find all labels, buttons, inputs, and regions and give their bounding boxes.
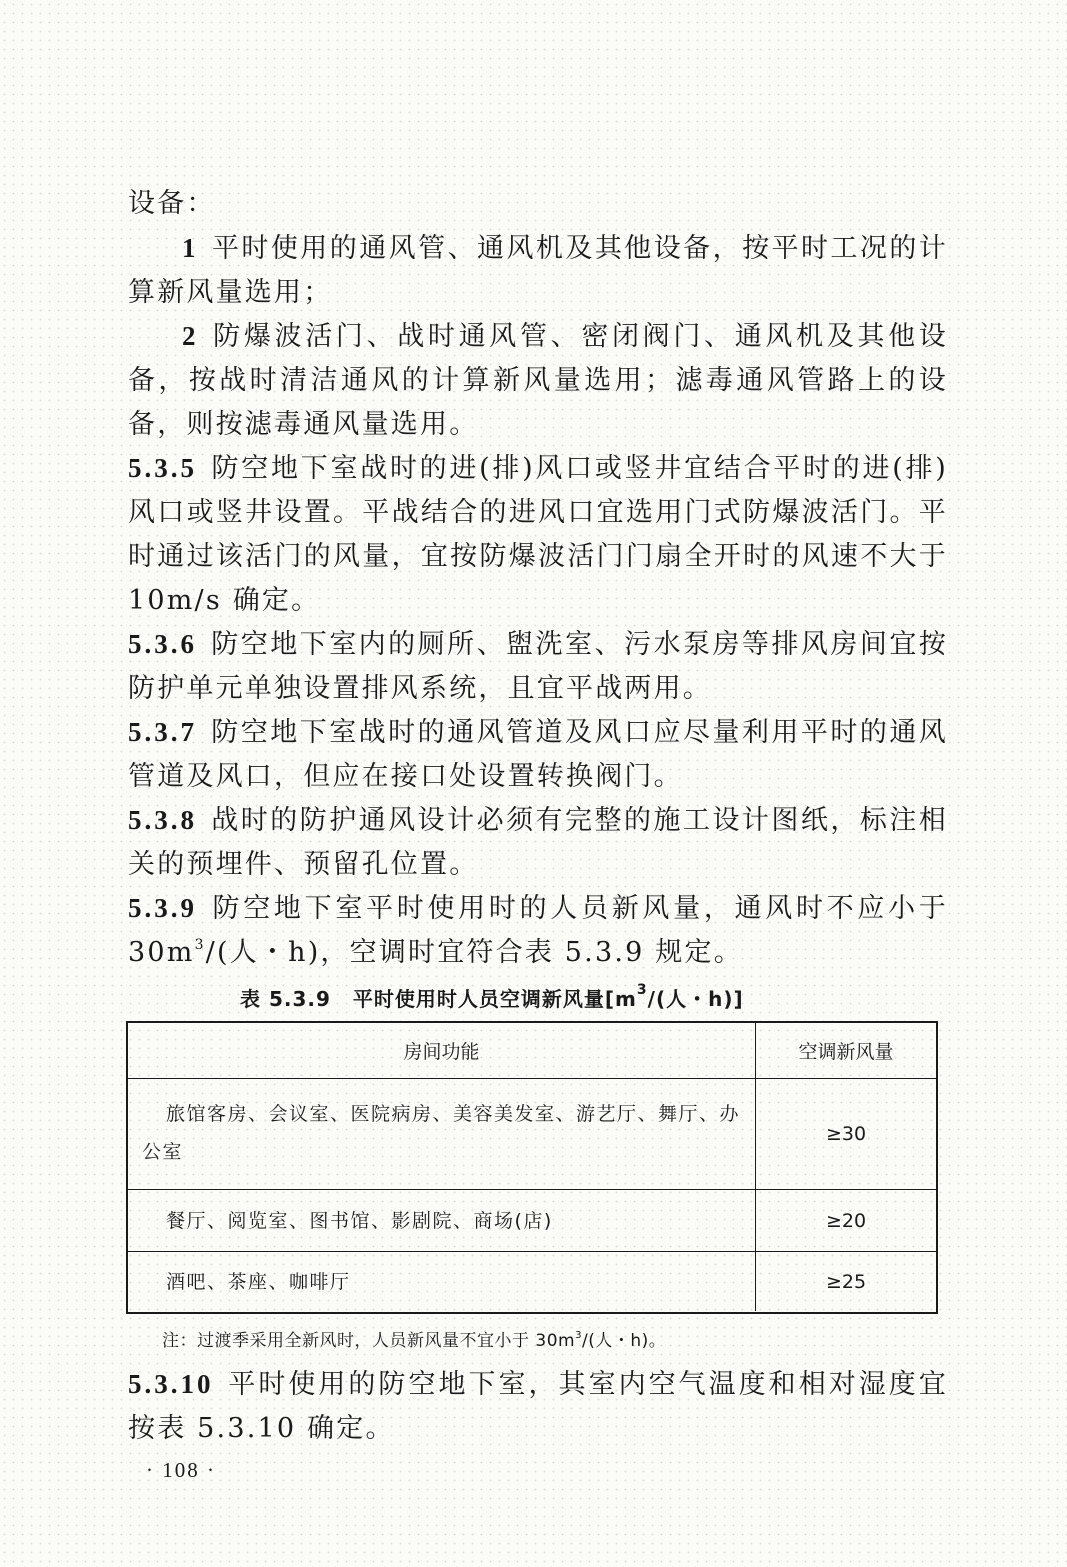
list-item-2: [128, 314, 948, 447]
clause-number: 5.3.6: [128, 629, 197, 659]
fresh-air-table: [126, 1021, 938, 1314]
item-number: 2: [182, 321, 198, 351]
list-item-1: [128, 226, 948, 315]
clause-5-3-8: [128, 798, 948, 887]
clause-text: 战时的防护通风设计必须有完整的施工设计图纸，标注相关的预埋件、预留孔位置。: [128, 805, 948, 880]
table-title: 平时使用时人员空调新风量[m: [352, 987, 637, 1011]
fresh-air-value: ≥25: [825, 1270, 867, 1293]
header-fresh-air: 空调新风量: [798, 1041, 894, 1063]
clause-text-tail: /(人・h)，空调时宜符合表 5.3.9 规定。: [205, 937, 743, 968]
table-header-row: [128, 1023, 936, 1079]
clause-text: 平时使用的防空地下室，其室内空气温度和相对湿度宜按表 5.3.10 确定。: [128, 1369, 948, 1444]
superscript: 3: [636, 982, 648, 998]
superscript: 3: [575, 1330, 582, 1341]
item-text: 平时使用的通风管、通风机及其他设备，按平时工况的计算新风量选用；: [128, 233, 948, 308]
clause-text: 防空地下室战时的通风管道及风口应尽量利用平时的通风管道及风口，但应在接口处设置转换阀门。: [128, 717, 948, 792]
clause-number: 5.3.8: [128, 805, 197, 835]
clause-5-3-7: [128, 710, 948, 799]
table-note: 注：过渡季采用全新风时，人员新风量不宜小于 $30m^3/$(人・h)。: [162, 1330, 667, 1351]
intro-text: 设备：: [128, 188, 216, 219]
clause-5-3-6: [128, 622, 948, 711]
table-caption: [240, 983, 940, 1012]
clause-number: 5.3.5: [128, 453, 197, 483]
clause-text: 防空地下室战时的进(排)风口或竖井宜结合平时的进(排)风口或竖井设置。平战结合的进风口宜选用门式防爆波活门。平时通过该活门的风量，宜按防爆波活门门扇全开时的风速不大于 10m/s 确定。: [128, 453, 948, 616]
fresh-air-value: ≥20: [825, 1209, 867, 1232]
clause-text: 防空地下室内的厕所、盥洗室、污水泵房等排风房间宜按防护单元单独设置排风系统，且宜平战两用。: [128, 629, 948, 704]
clause-number: 5.3.9: [128, 893, 197, 923]
table-number: 表 5.3.9: [240, 987, 331, 1011]
clause-number: 5.3.10: [128, 1369, 214, 1399]
room-function-cell: 酒吧、茶座、咖啡厅: [128, 1252, 756, 1311]
table-row: [128, 1079, 936, 1190]
clause-text: 防空地下室平时使用时的人员新风量，通风时不应小于: [211, 893, 948, 924]
table-row: [128, 1252, 936, 1311]
item-text: 防爆波活门、战时通风管、密闭阀门、通风机及其他设备，按战时清洁通风的计算新风量选用；滤毒通风管路上的设备，则按滤毒通风量选用。: [128, 321, 948, 440]
table-row: [128, 1190, 936, 1252]
page-number: · 108 ·: [146, 1458, 216, 1482]
table-title-tail: /(人・h)]: [647, 987, 744, 1011]
item-number: 1: [182, 233, 198, 263]
clause-5-3-9: [128, 886, 948, 975]
fresh-air-value: ≥30: [825, 1123, 867, 1145]
clause-5-3-5: [128, 446, 948, 623]
superscript: 3: [194, 937, 206, 953]
header-function: 房间功能: [128, 1023, 756, 1078]
clause-number: 5.3.7: [128, 717, 197, 747]
room-function-cell: 餐厅、阅览室、图书馆、影剧院、商场(店): [128, 1190, 756, 1251]
clause-text-unit: 30m: [128, 937, 195, 968]
room-function-cell: 旅馆客房、会议室、医院病房、美容美发室、游艺厅、舞厅、办 公室: [128, 1079, 756, 1189]
clause-5-3-10: [128, 1362, 948, 1451]
